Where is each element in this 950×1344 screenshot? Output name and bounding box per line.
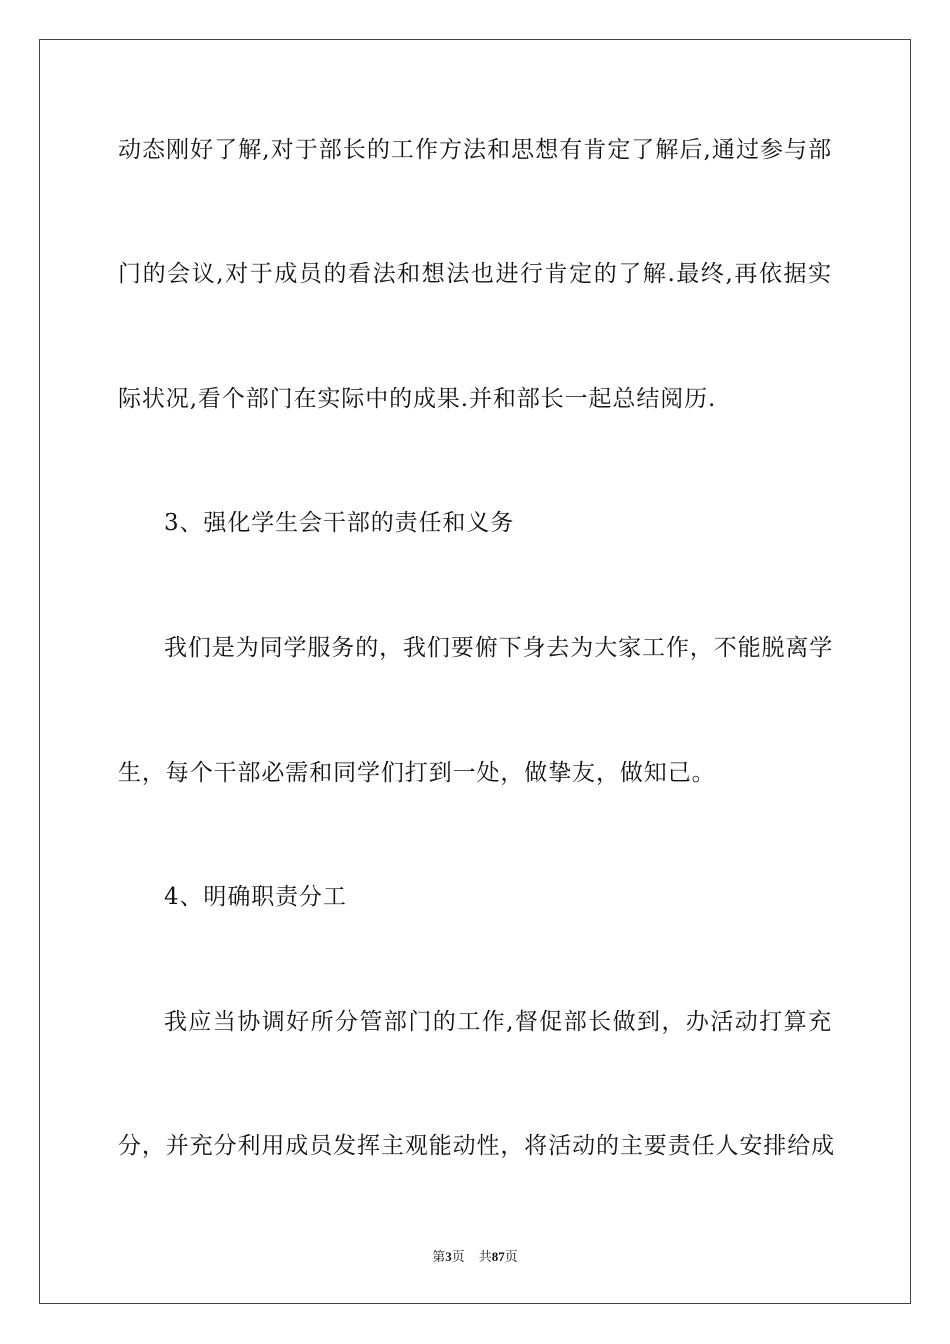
section-heading-4: 4、明确职责分工 bbox=[164, 884, 347, 910]
body-line-1: 动态刚好了解,对于部长的工作方法和思想有肯定了解后,通过参与部 bbox=[118, 137, 832, 163]
page-border bbox=[39, 39, 911, 1304]
body-line-3: 际状况,看个部门在实际中的成果.并和部长一起总结阅历. bbox=[118, 386, 717, 412]
body-line-9: 分，并充分利用成员发挥主观能动性，将活动的主要责任人安排给成 bbox=[118, 1133, 835, 1159]
section-heading-3: 3、强化学生会干部的责任和义务 bbox=[164, 510, 515, 536]
body-line-8: 我应当协调好所分管部门的工作,督促部长做到，办活动打算充 bbox=[164, 1009, 832, 1035]
footer-page-prefix: 第 bbox=[432, 1250, 446, 1265]
footer-page-number: 3 bbox=[445, 1249, 452, 1264]
page-footer bbox=[0, 1248, 950, 1267]
body-line-5: 我们是为同学服务的，我们要俯下身去为大家工作，不能脱离学 bbox=[164, 635, 834, 661]
body-line-2: 门的会议,对于成员的看法和想法也进行肯定的了解.最终,再依据实 bbox=[118, 261, 832, 287]
footer-page-suffix: 页 bbox=[451, 1250, 465, 1265]
footer-total-prefix: 共 bbox=[478, 1250, 492, 1265]
footer-total-pages: 87 bbox=[491, 1249, 505, 1264]
body-line-6: 生，每个干部必需和同学们打到一处，做挚友，做知己。 bbox=[118, 760, 716, 786]
footer-total-suffix: 页 bbox=[504, 1250, 518, 1265]
